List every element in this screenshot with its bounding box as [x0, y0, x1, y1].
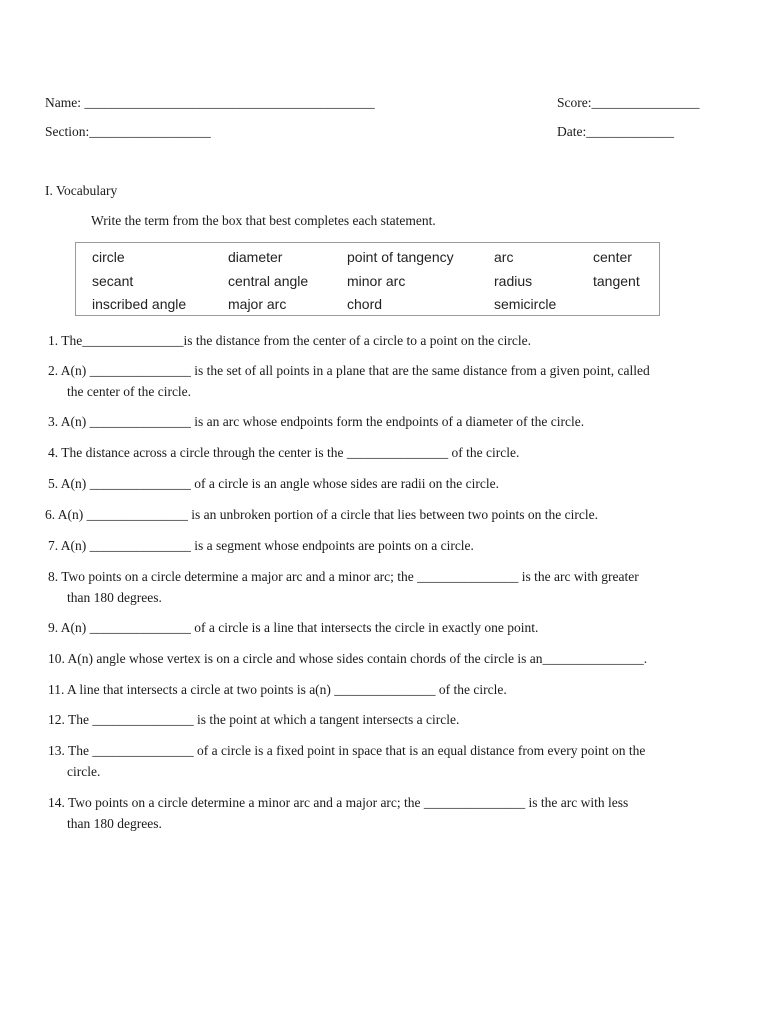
question-3	[48, 411, 728, 432]
section-title: I. Vocabulary	[45, 183, 118, 198]
word-box-term: arc	[494, 249, 514, 265]
question-continuation: than 180 degrees.	[67, 816, 162, 831]
question-11	[48, 679, 728, 700]
word-box-term: point of tangency	[347, 249, 454, 265]
word-box-term: major arc	[228, 296, 287, 312]
question-line: 3. A(n) _______________ is an arc whose endpoints form the endpoints of a diameter of the circle.	[48, 414, 585, 429]
question-5	[48, 473, 728, 494]
question-line: 4. The distance across a circle through the center is the _______________ of the circle.	[48, 445, 520, 460]
word-box-term: radius	[494, 273, 533, 289]
question-10	[48, 648, 728, 669]
word-box-term: tangent	[593, 273, 640, 289]
question-2	[48, 360, 728, 402]
question-line: 5. A(n) _______________ of a circle is an angle whose sides are radii on the circle.	[48, 476, 499, 491]
word-box-term: diameter	[228, 249, 283, 265]
question-line: 2. A(n) _______________ is the set of all points in a plane that are the same distance from a given point, called	[48, 363, 650, 378]
question-line: 7. A(n) _______________ is a segment whose endpoints are points on a circle.	[48, 538, 474, 553]
word-box	[75, 242, 660, 316]
instructions: Write the term from the box that best completes each statement.	[91, 213, 436, 228]
question-continuation: than 180 degrees.	[67, 590, 162, 605]
word-box-term: secant	[92, 273, 134, 289]
question-line: 14. Two points on a circle determine a minor arc and a major arc; the _______________ is the arc with less	[48, 795, 629, 810]
word-box-term: minor arc	[347, 273, 406, 289]
word-box-term: center	[593, 249, 632, 265]
question-line: 6. A(n) _______________ is an unbroken portion of a circle that lies between two points on the circle.	[45, 507, 598, 522]
question-7	[48, 535, 728, 556]
question-line: 11. A line that intersects a circle at two points is a(n) _______________ of the circle.	[48, 682, 507, 697]
word-box-term: semicircle	[494, 296, 557, 312]
question-line: 8. Two points on a circle determine a major arc and a minor arc; the _______________ is the arc with greater	[48, 569, 639, 584]
word-box-term: chord	[347, 296, 383, 312]
question-continuation: the center of the circle.	[67, 384, 192, 399]
date-field[interactable]: Date:_____________	[557, 124, 674, 139]
name-field[interactable]: Name: ___________________________________________	[45, 95, 375, 110]
question-continuation: circle.	[67, 764, 101, 779]
word-box-term: circle	[92, 249, 125, 265]
question-line: 9. A(n) _______________ of a circle is a line that intersects the circle in exactly one point.	[48, 620, 539, 635]
question-14	[48, 792, 728, 834]
question-line: 10. A(n) angle whose vertex is on a circle and whose sides contain chords of the circle is an_______________.	[48, 651, 648, 666]
word-box-term: central angle	[228, 273, 309, 289]
question-6	[45, 504, 725, 525]
question-9	[48, 617, 728, 638]
question-line: 1. The_______________is the distance from the center of a circle to a point on the circle.	[48, 333, 531, 348]
question-13	[48, 740, 728, 782]
section-field[interactable]: Section:__________________	[45, 124, 211, 139]
question-4	[48, 442, 728, 463]
question-line: 12. The _______________ is the point at which a tangent intersects a circle.	[48, 712, 460, 727]
word-box-term: inscribed angle	[92, 296, 187, 312]
question-8	[48, 566, 728, 608]
question-line: 13. The _______________ of a circle is a fixed point in space that is an equal distance from every point on the	[48, 743, 646, 758]
score-field[interactable]: Score:________________	[557, 95, 700, 110]
question-1	[48, 330, 728, 351]
question-12	[48, 709, 728, 730]
